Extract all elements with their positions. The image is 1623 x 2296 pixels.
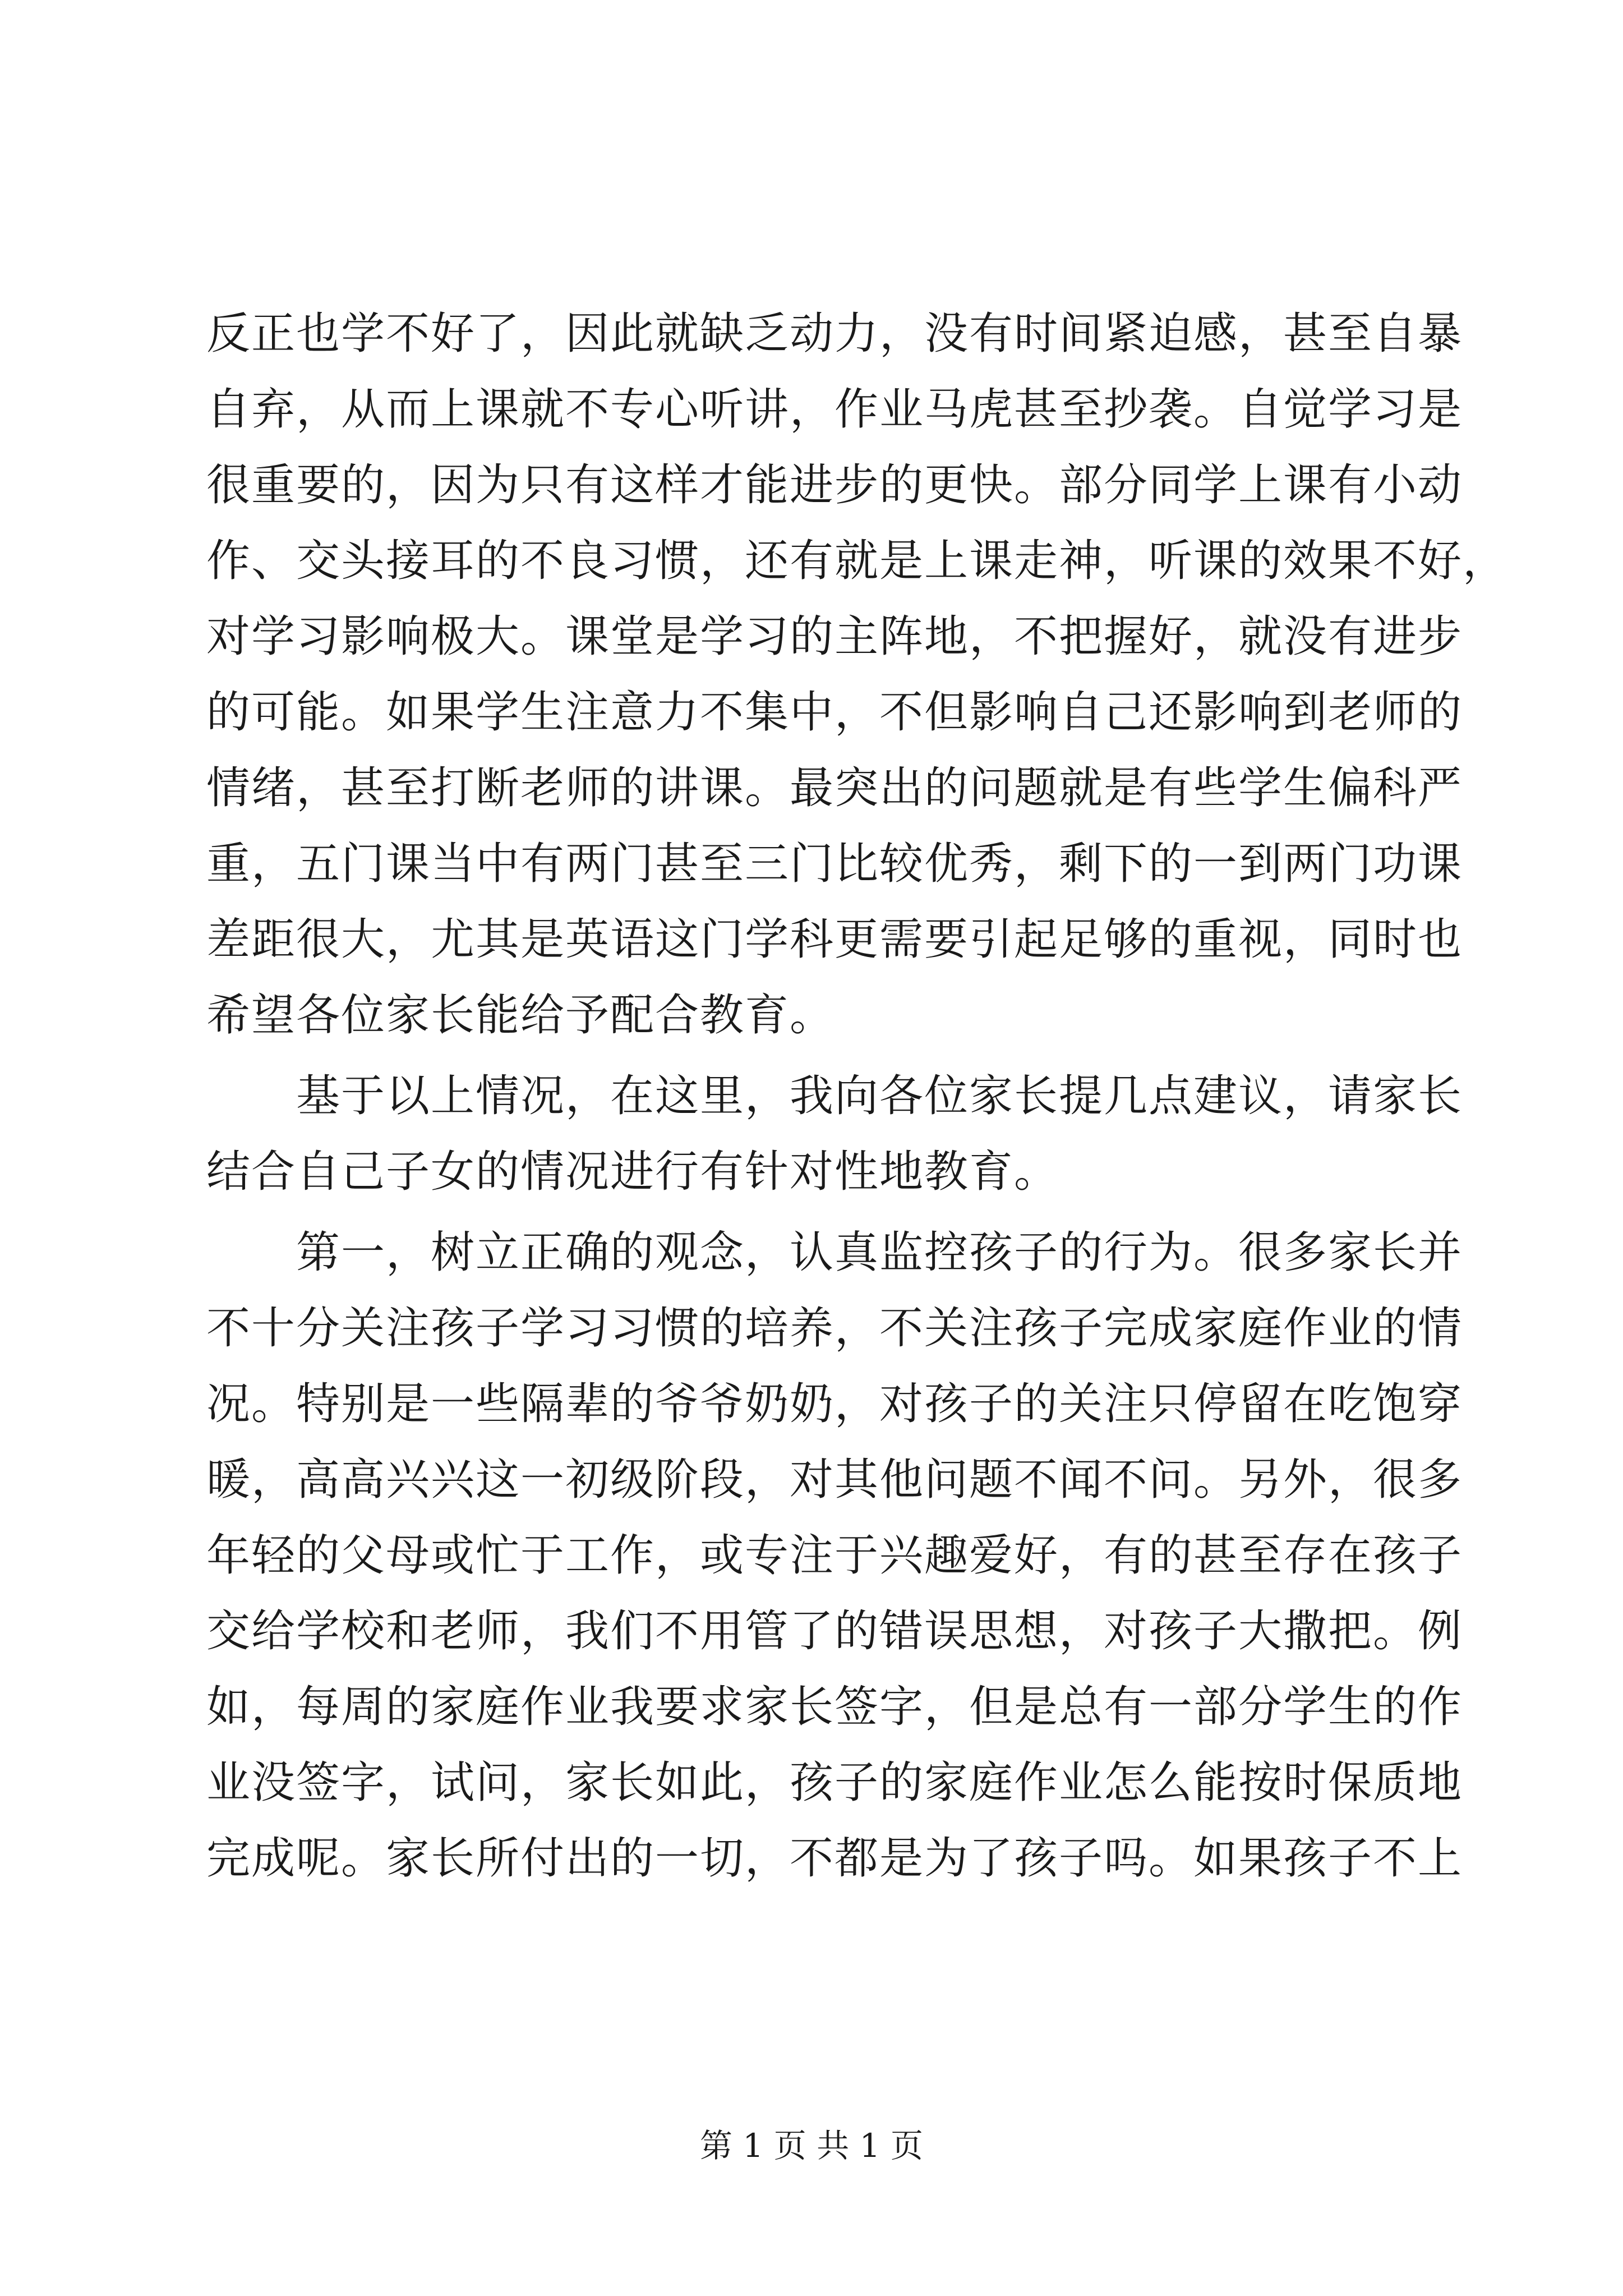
text-line: 年轻的父母或忙于工作，或专注于兴趣爱好，有的甚至存在孩子 [206,1530,1463,1581]
page-number-label: 第 1 页 共 1 页 [700,2127,923,2165]
text-line: 如，每周的家庭作业我要求家长签字，但是总有一部分学生的作 [206,1682,1463,1732]
text-line: 差距很大，尤其是英语这门学科更需要引起足够的重视，同时也 [206,914,1463,965]
text-line: 情绪，甚至打断老师的讲课。最突出的问题就是有些学生偏科严 [206,763,1463,813]
text-line: 重，五门课当中有两门甚至三门比较优秀，剩下的一到两门功课 [206,839,1463,889]
text-line: 基于以上情况，在这里，我向各位家长提几点建议，请家长 [206,1071,1463,1121]
text-line: 作、交头接耳的不良习惯，还有就是上课走神，听课的效果不好， [206,536,1508,586]
text-line: 暖，高高兴兴这一初级阶段，对其他问题不闻不问。另外，很多 [206,1455,1463,1505]
text-line: 反正也学不好了，因此就缺乏动力，没有时间紧迫感，甚至自暴 [206,309,1463,359]
text-line: 很重要的，因为只有这样才能进步的更快。部分同学上课有小动 [206,460,1463,510]
text-line: 业没签字，试问，家长如此，孩子的家庭作业怎么能按时保质地 [206,1757,1463,1808]
text-line: 完成呢。家长所付出的一切，不都是为了孩子吗。如果孩子不上 [206,1833,1463,1884]
text-line: 第一，树立正确的观念，认真监控孩子的行为。很多家长并 [206,1227,1463,1278]
document-body [206,296,1508,1897]
text-line: 自弃，从而上课就不专心听讲，作业马虎甚至抄袭。自觉学习是 [206,384,1463,435]
text-line: 不十分关注孩子学习习惯的培养，不关注孩子完成家庭作业的情 [206,1303,1463,1354]
text-line: 交给学校和老师，我们不用管了的错误思想，对孩子大撒把。例 [206,1606,1463,1657]
paragraph-gap [206,1053,1418,1059]
text-line: 希望各位家长能给予配合教育。 [206,990,835,1041]
text-line: 的可能。如果学生注意力不集中，不但影响自己还影响到老师的 [206,687,1463,738]
text-line: 况。特别是一些隔辈的爷爷奶奶，对孩子的关注只停留在吃饱穿 [206,1379,1463,1429]
page-footer [0,2126,1623,2165]
text-line: 结合自己子女的情况进行有针对性地教育。 [206,1147,1059,1197]
paragraph-gap [206,1210,1418,1215]
text-line: 对学习影响极大。课堂是学习的主阵地，不把握好，就没有进步 [206,611,1463,662]
